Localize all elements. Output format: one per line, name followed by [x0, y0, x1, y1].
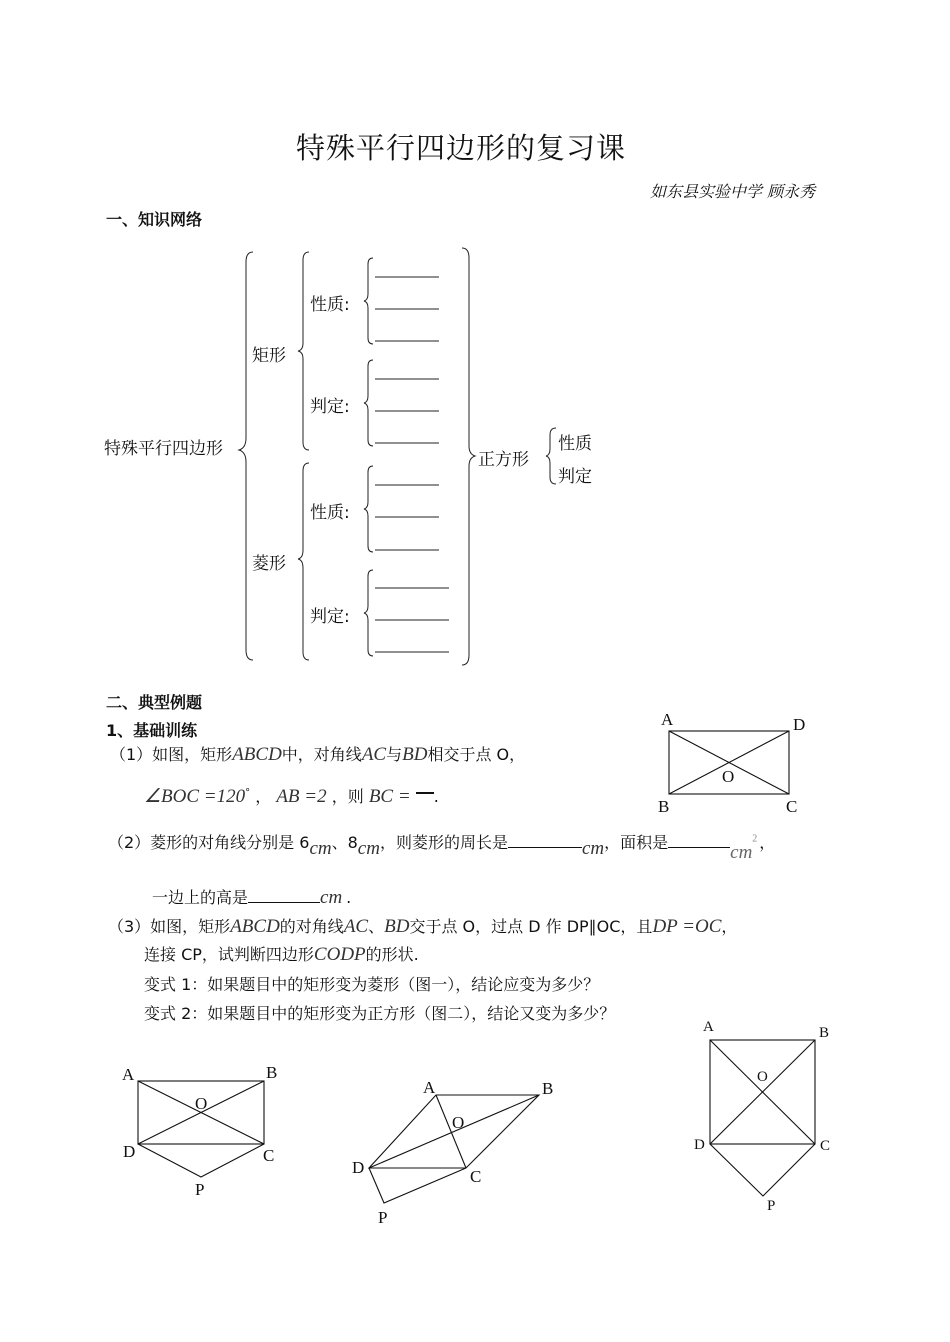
fig-square-label-o: O	[757, 1069, 768, 1085]
fig-square-label-d: D	[694, 1137, 705, 1153]
network-rect-judgement: 判定:	[310, 397, 350, 417]
subsection-basic-training: 1、基础训练	[106, 721, 198, 740]
author: 如东县实验中学 顾永秀	[650, 182, 816, 201]
fig-top-label-o: O	[722, 767, 735, 786]
fig-rect-label-o: O	[195, 1094, 208, 1113]
section-heading-examples: 二、典型例题	[106, 693, 203, 712]
fig-top-label-a: A	[661, 710, 674, 729]
network-rect-property: 性质:	[310, 295, 350, 315]
question-1-line2: ∠BOC =120° ， AB =2 ，则 BC = .	[144, 786, 439, 807]
fig-square-label-a: A	[703, 1019, 714, 1035]
fig-rhombus-label-o: O	[452, 1113, 465, 1132]
question-3-line1: （3）如图，矩形ABCD的对角线AC、BD交于点 O，过点 D 作 DP∥OC，且DP =OC，	[108, 916, 738, 937]
fig-rhombus-dp-pc	[369, 1168, 466, 1203]
fig-rect-label-c: C	[263, 1146, 275, 1165]
network-square: 正方形	[478, 450, 529, 470]
question-1-line1: （1）如图，矩形ABCD中，对角线AC与BD相交于点 O，	[110, 744, 526, 765]
fig-rect-dp-pc	[138, 1144, 264, 1177]
fig-rect-label-p: P	[195, 1180, 205, 1199]
network-root: 特殊平行四边形	[104, 439, 223, 459]
fig-top-label-c: C	[786, 797, 798, 816]
network-square-judgement: 判定	[558, 467, 592, 487]
network-rhombus: 菱形	[252, 554, 286, 574]
network-square-property: 性质	[558, 434, 592, 454]
fig-square-label-b: B	[819, 1025, 830, 1041]
network-rectangle: 矩形	[252, 346, 286, 366]
fig-rect-label-b: B	[266, 1063, 278, 1082]
variant-1: 变式 1：如果题目中的矩形变为菱形（图一），结论应变为多少？	[144, 975, 600, 994]
section-heading-knowledge-network: 一、知识网络	[106, 210, 203, 229]
fig-rect-label-a: A	[122, 1065, 135, 1084]
fig-rect-label-d: D	[123, 1142, 136, 1161]
fig-top-label-b: B	[658, 797, 670, 816]
variant-2: 变式 2：如果题目中的矩形变为正方形（图二），结论又变为多少？	[144, 1004, 616, 1023]
fig-rhombus-label-d: D	[352, 1158, 365, 1177]
network-rhombus-judgement: 判定:	[310, 607, 350, 627]
fig-rhombus-label-b: B	[542, 1079, 554, 1098]
question-2-line2: 一边上的高是 cm .	[152, 887, 352, 908]
fig-top-label-d: D	[793, 715, 806, 734]
network-rhombus-property: 性质:	[310, 503, 350, 523]
fig-rhombus-label-a: A	[423, 1078, 436, 1097]
question-3-line2: 连接 CP，试判断四边形CODP的形状.	[144, 944, 419, 965]
fig-square-label-p: P	[767, 1198, 776, 1214]
page-title: 特殊平行四边形的复习课	[296, 131, 627, 165]
fig-square-dp-pc	[710, 1144, 815, 1196]
fig-rhombus-label-c: C	[470, 1167, 482, 1186]
fig-square-label-c: C	[820, 1138, 831, 1154]
fig-rhombus-label-p: P	[378, 1208, 388, 1227]
question-2-line1: （2）菱形的对角线分别是 6cm、8cm，则菱形的周长是 cm，面积是 $cm^2$ ，	[108, 833, 776, 863]
